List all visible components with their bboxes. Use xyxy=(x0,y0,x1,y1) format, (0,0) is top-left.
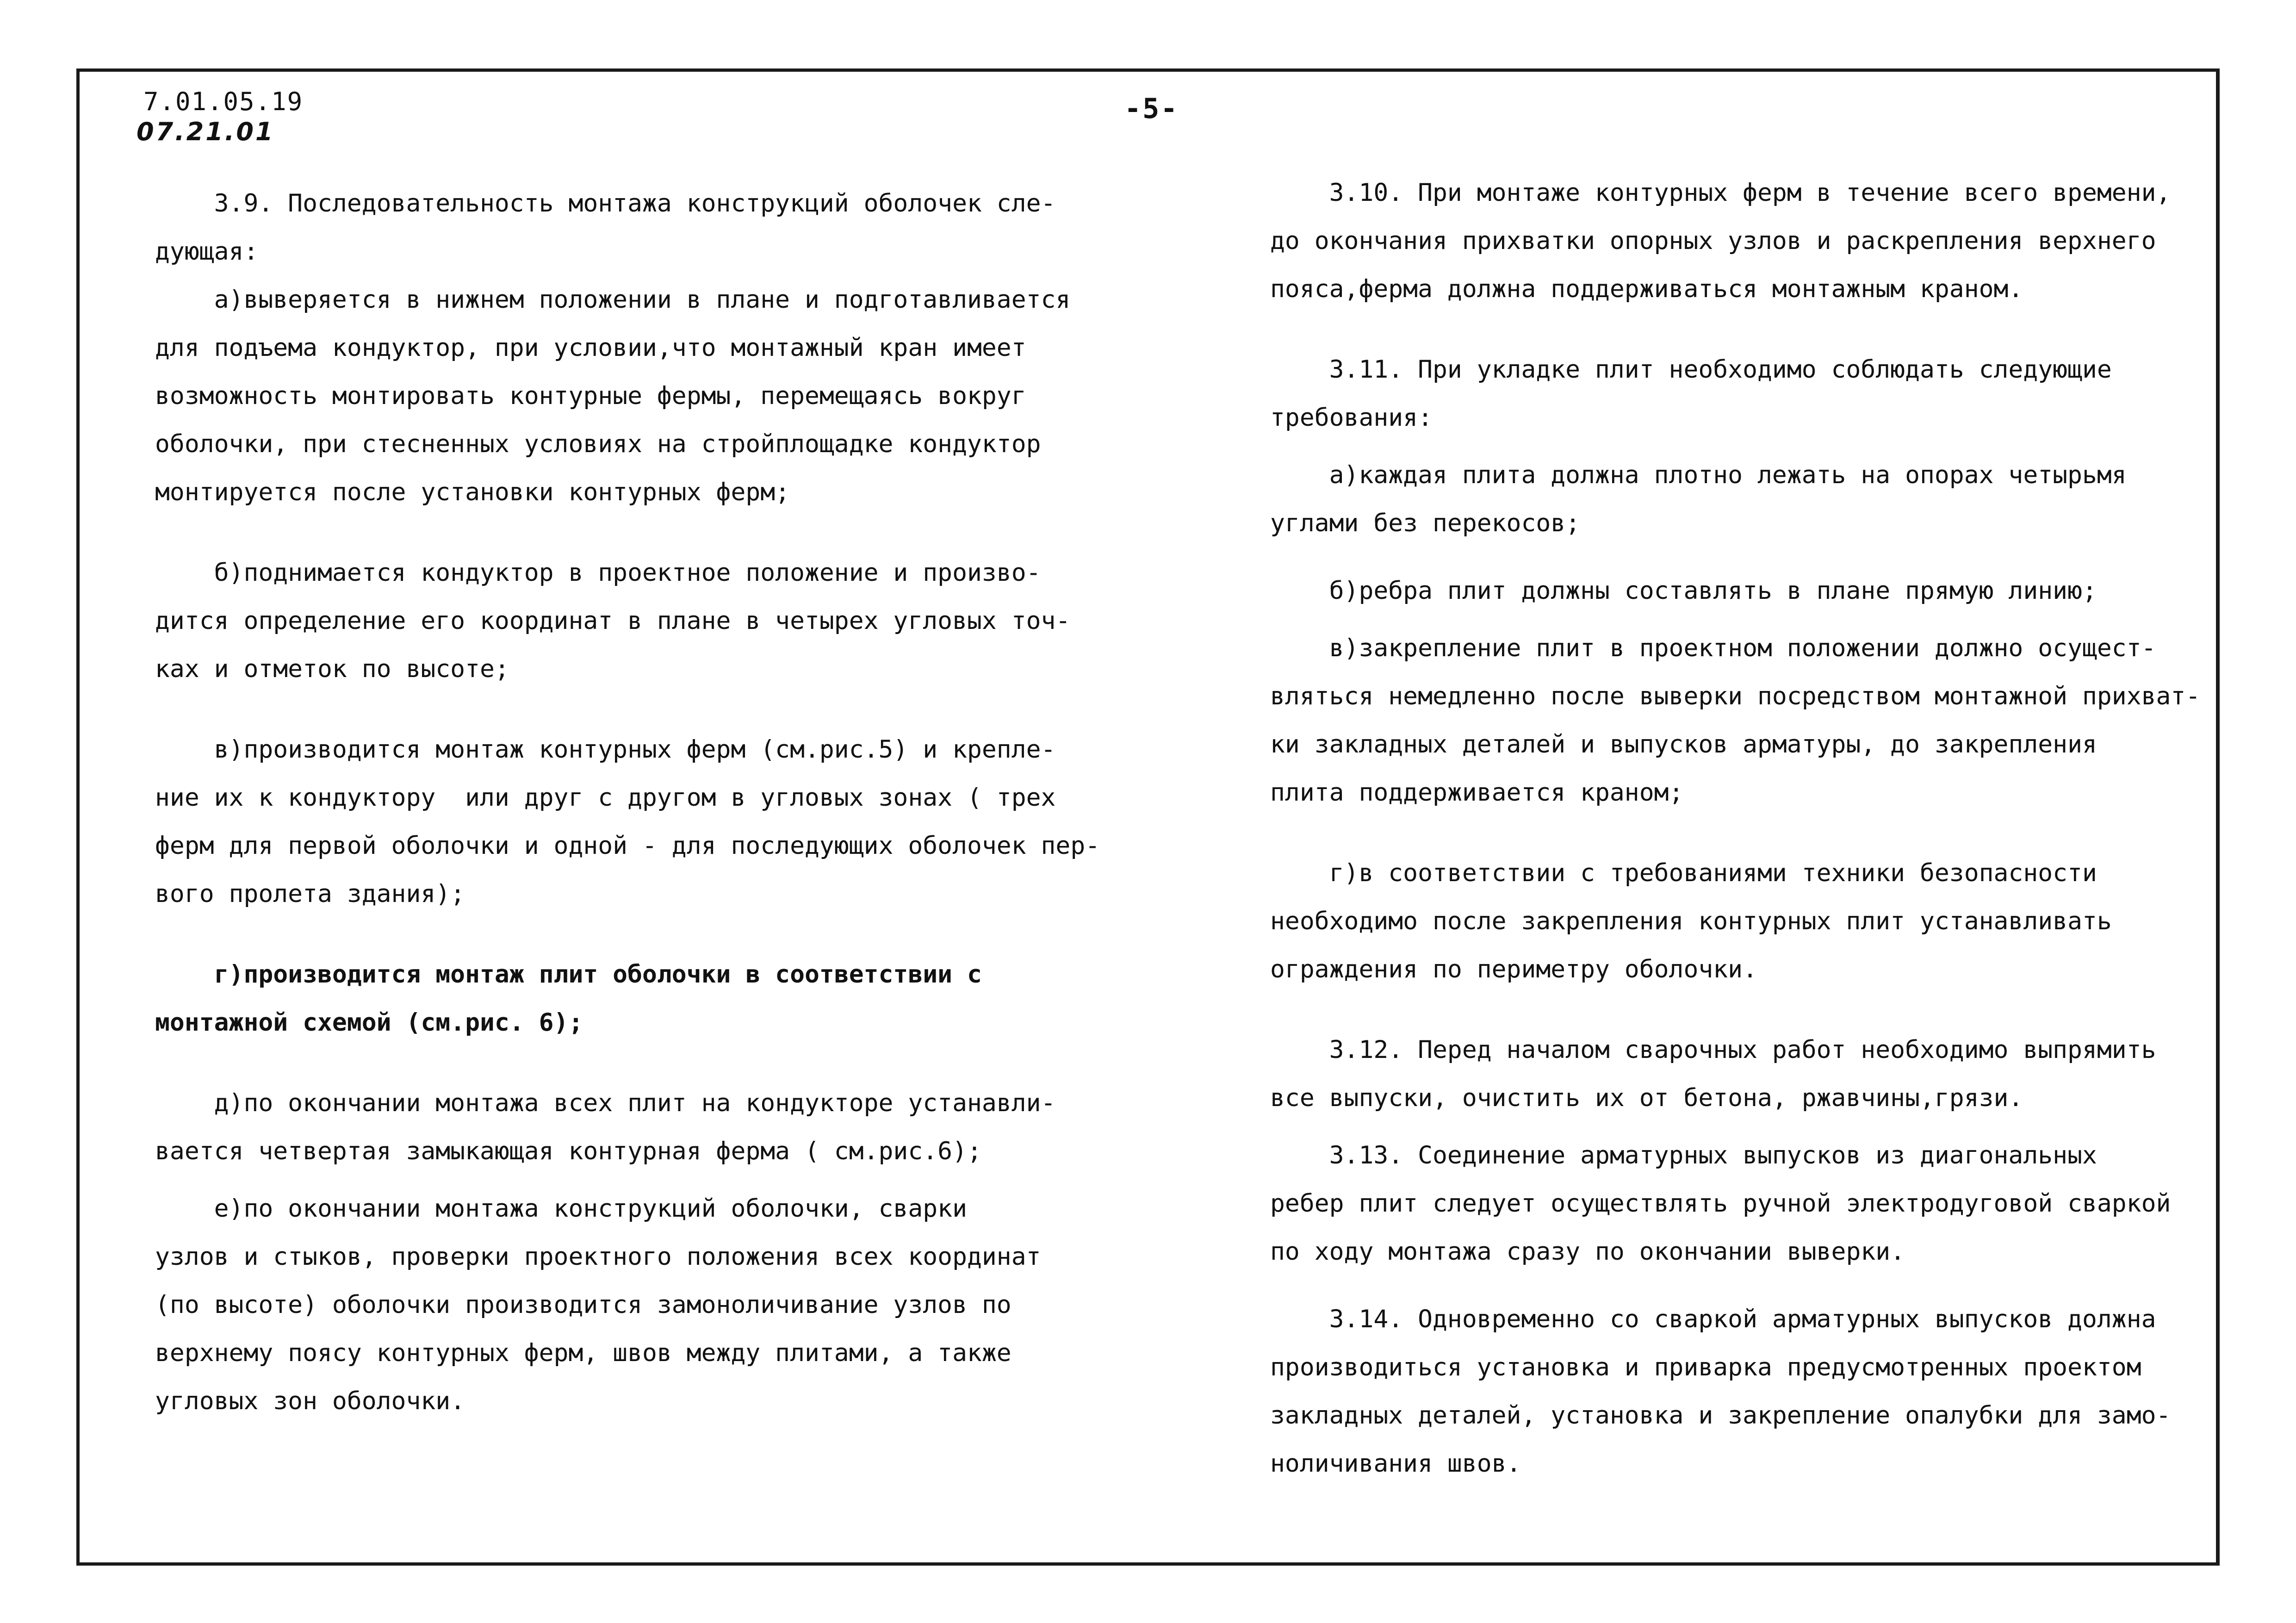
paragraph-3-14: 3.14. Одновременно со сваркой арматурных выпусков должна производиться установка и приварка предусмотренных проектом закладных деталей, установка и закрепление опалубки для замо- ноличивания швов. xyxy=(1270,1305,2171,1478)
paragraph-3-11: 3.11. При укладке плит необходимо соблюдать следующие требования: xyxy=(1270,355,2112,432)
paragraph-3-9-e: е)по окончании монтажа конструкций оболочки, сварки узлов и стыков, проверки проектного положения всех координат (по высоте) оболочки производится замоноличивание узлов по верхнему поясу контурных ферм, швов между плитами, а также угловых зон оболочки. xyxy=(155,1194,1041,1415)
paragraph-3-10: 3.10. При монтаже контурных ферм в течение всего времени, до окончания прихватки опорных узлов и раскрепления верхнего пояса,ферма должна поддерживаться монтажным краном. xyxy=(1270,179,2171,303)
paragraph-3-9-v: в)производится монтаж контурных ферм (см.рис.5) и крепле- ние их к кондуктору или друг с другом в угловых зонах ( трех ферм для первой оболочки и одной - для последующих оболочек пер- вого пролета здания); xyxy=(155,735,1100,908)
paragraph-3-12: 3.12. Перед началом сварочных работ необходимо выпрямить все выпуски, очистить их от бетона, ржавчины,грязи. xyxy=(1270,1036,2156,1112)
left-column xyxy=(155,180,1104,1425)
right-column xyxy=(1270,169,2201,1488)
paragraph-3-13: 3.13. Соединение арматурных выпусков из диагональных ребер плит следует осуществлять ручной электродуговой сваркой по ходу монтажа сразу по окончании выверки. xyxy=(1270,1141,2171,1266)
paragraph-3-11-v: в)закрепление плит в проектном положении должно осущест- вляться немедленно после выверки посредством монтажной прихват- ки закладных деталей и выпусков арматуры, до закрепления плита поддерживается краном; xyxy=(1270,634,2201,807)
paragraph-3-11-b: б)ребра плит должны составлять в плане прямую линию; xyxy=(1270,577,2097,605)
handwritten-code: 07.21.01 xyxy=(137,117,275,146)
paragraph-3-11-a: а)каждая плита должна плотно лежать на опорах четырьмя углами без перекосов; xyxy=(1270,461,2127,537)
paragraph-3-9-g: г)производится монтаж плит оболочки в соответствии с монтажной схемой (см.рис. 6); xyxy=(155,960,982,1037)
page-number: -5- xyxy=(1124,93,1179,125)
paragraph-3-11-g: г)в соответствии с требованиями техники безопасности необходимо после закрепления контурных плит устанавливать ограждения по периметру оболочки. xyxy=(1270,859,2112,983)
paragraph-3-9-b: б)поднимается кондуктор в проектное положение и произво- дится определение его координат в плане в четырех угловых точ- ках и отметок по высоте; xyxy=(155,559,1071,683)
document-code: 7.01.05.19 xyxy=(143,87,304,116)
paragraph-3-9-a: а)выверяется в нижнем положении в плане и подготавливается для подъема кондуктор, при условии,что монтажный кран имеет возможность монтировать контурные фермы, перемещаясь вокруг оболочки, при стесненных условиях на стройплощадке кондуктор монтируется после установки контурных ферм; xyxy=(155,286,1071,506)
paragraph-3-9: 3.9. Последовательность монтажа конструкций оболочек сле- дующая: xyxy=(155,189,1056,266)
paragraph-3-9-d: д)по окончании монтажа всех плит на кондукторе устанавли- вается четвертая замыкающая контурная ферма ( см.рис.6); xyxy=(155,1089,1056,1165)
